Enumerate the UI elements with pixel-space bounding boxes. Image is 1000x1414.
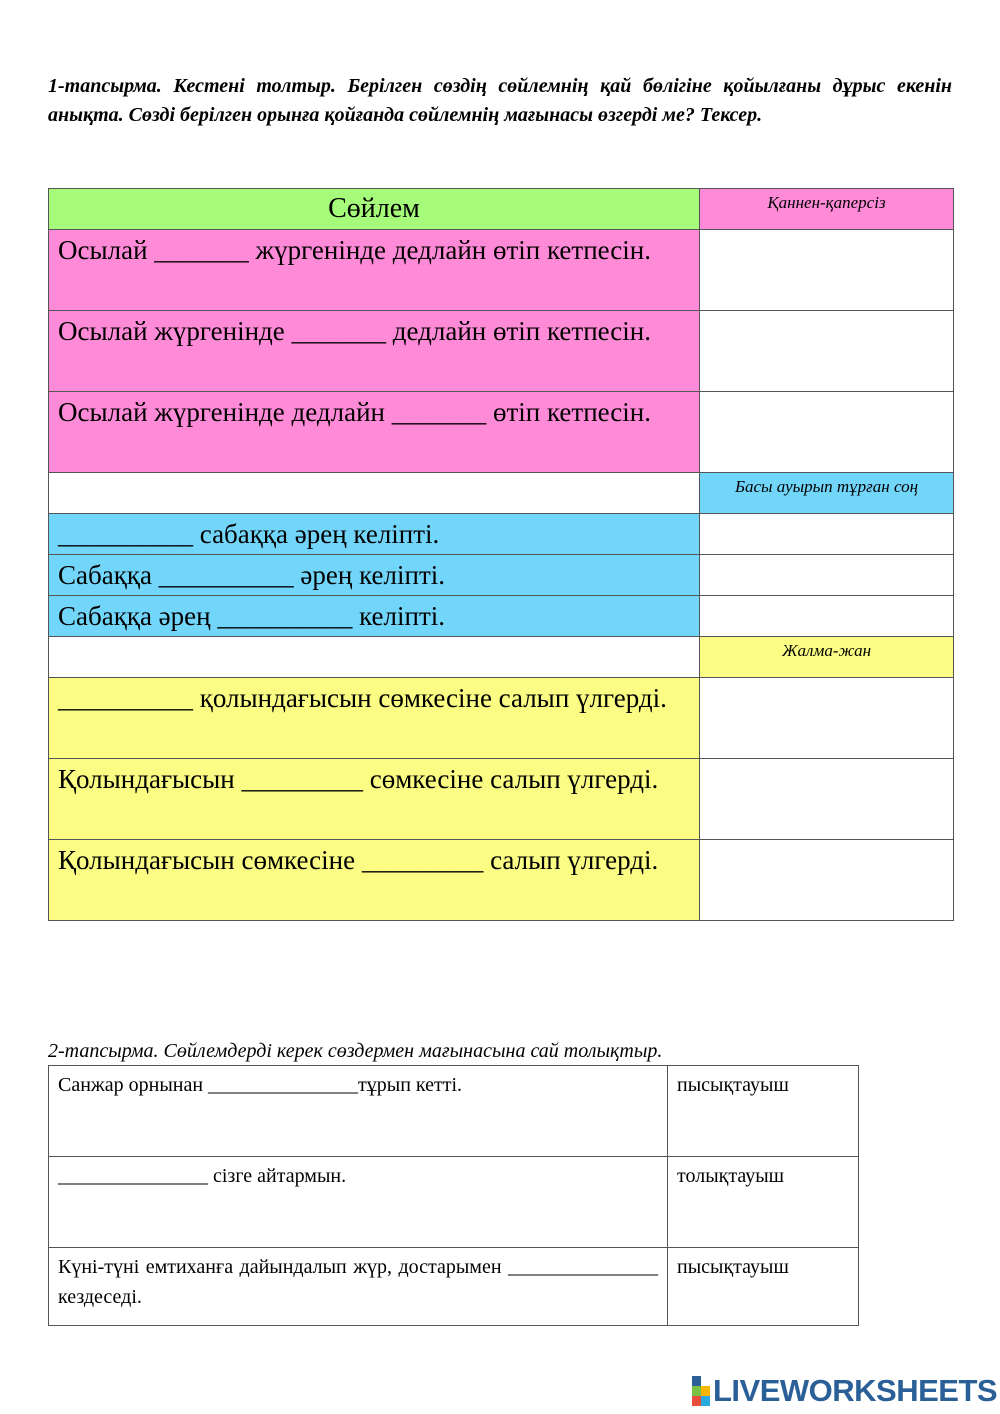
- sentence-3-1: __________ қолындағысын сөмкесіне салып үлгерді.: [58, 683, 667, 713]
- task2-type-1: пысықтауыш: [668, 1066, 859, 1157]
- sentence-1-1: Осылай _______ жүргенінде дедлайн өтіп кетпесін.: [58, 235, 651, 265]
- sentence-3-2: Қолындағысын _________ сөмкесіне салып үлгерді.: [58, 764, 659, 794]
- sentence-2-2: Сабаққа __________ әрең келіпті.: [58, 560, 446, 590]
- answer-cell-3-3[interactable]: [700, 840, 954, 921]
- task2-heading: 2-тапсырма. Сөйлемдерді керек сөздермен мағынасына сай толықтыр.: [48, 1040, 663, 1062]
- task2-type-2: толықтауыш: [668, 1157, 859, 1248]
- task1-heading: 1-тапсырма. Кестені толтыр. Берілген сөздің сөйлемнің қай бөлігіне қойылғаны дұрыс екенін анықта. Сөзді берілген орынға қойғанда сөйлемнің мағынасы өзгерді ме? Тексер.: [48, 75, 952, 126]
- liveworksheets-logo[interactable]: [692, 1374, 997, 1408]
- liveworksheets-logo-icon: [692, 1376, 710, 1406]
- table-header-sentence: Сөйлем: [49, 189, 700, 230]
- answer-cell-1-1[interactable]: [700, 230, 954, 311]
- sentence-3-3: Қолындағысын сөмкесіне _________ салып үлгерді.: [58, 845, 659, 875]
- answer-cell-3-2[interactable]: [700, 759, 954, 840]
- spacer-cell: [49, 637, 700, 678]
- group-label-1: Қаннен-қаперсіз: [700, 189, 954, 230]
- answer-cell-2-3[interactable]: [700, 596, 954, 637]
- answer-cell-3-1[interactable]: [700, 678, 954, 759]
- task2-sentence-2[interactable]: _______________ сізге айтармын.: [49, 1157, 668, 1248]
- task2-table: [48, 1065, 859, 1326]
- spacer-cell: [49, 473, 700, 514]
- answer-cell-1-3[interactable]: [700, 392, 954, 473]
- sentence-2-1: __________ сабаққа әрең келіпті.: [58, 519, 440, 549]
- sentence-1-2: Осылай жүргенінде _______ дедлайн өтіп кетпесін.: [58, 316, 651, 346]
- sentence-2-3: Сабаққа әрең __________ келіпті.: [58, 601, 446, 631]
- logo-text: LIVEWORKSHEETS: [713, 1373, 998, 1408]
- group-label-3: Жалма-жан: [700, 637, 954, 678]
- answer-cell-2-2[interactable]: [700, 555, 954, 596]
- answer-cell-1-2[interactable]: [700, 311, 954, 392]
- sentence-1-3: Осылай жүргенінде дедлайн _______ өтіп кетпесін.: [58, 397, 651, 427]
- group-label-2: Басы ауырып тұрған соң: [700, 473, 954, 514]
- task1-table: [48, 188, 954, 921]
- task2-type-3: пысықтауыш: [668, 1248, 859, 1326]
- task2-sentence-3[interactable]: Күні-түні емтиханға дайындалып жүр, достарымен _______________ кездеседі.: [49, 1248, 668, 1326]
- task2-sentence-1[interactable]: Санжар орнынан _______________тұрып кетті.: [49, 1066, 668, 1157]
- answer-cell-2-1[interactable]: [700, 514, 954, 555]
